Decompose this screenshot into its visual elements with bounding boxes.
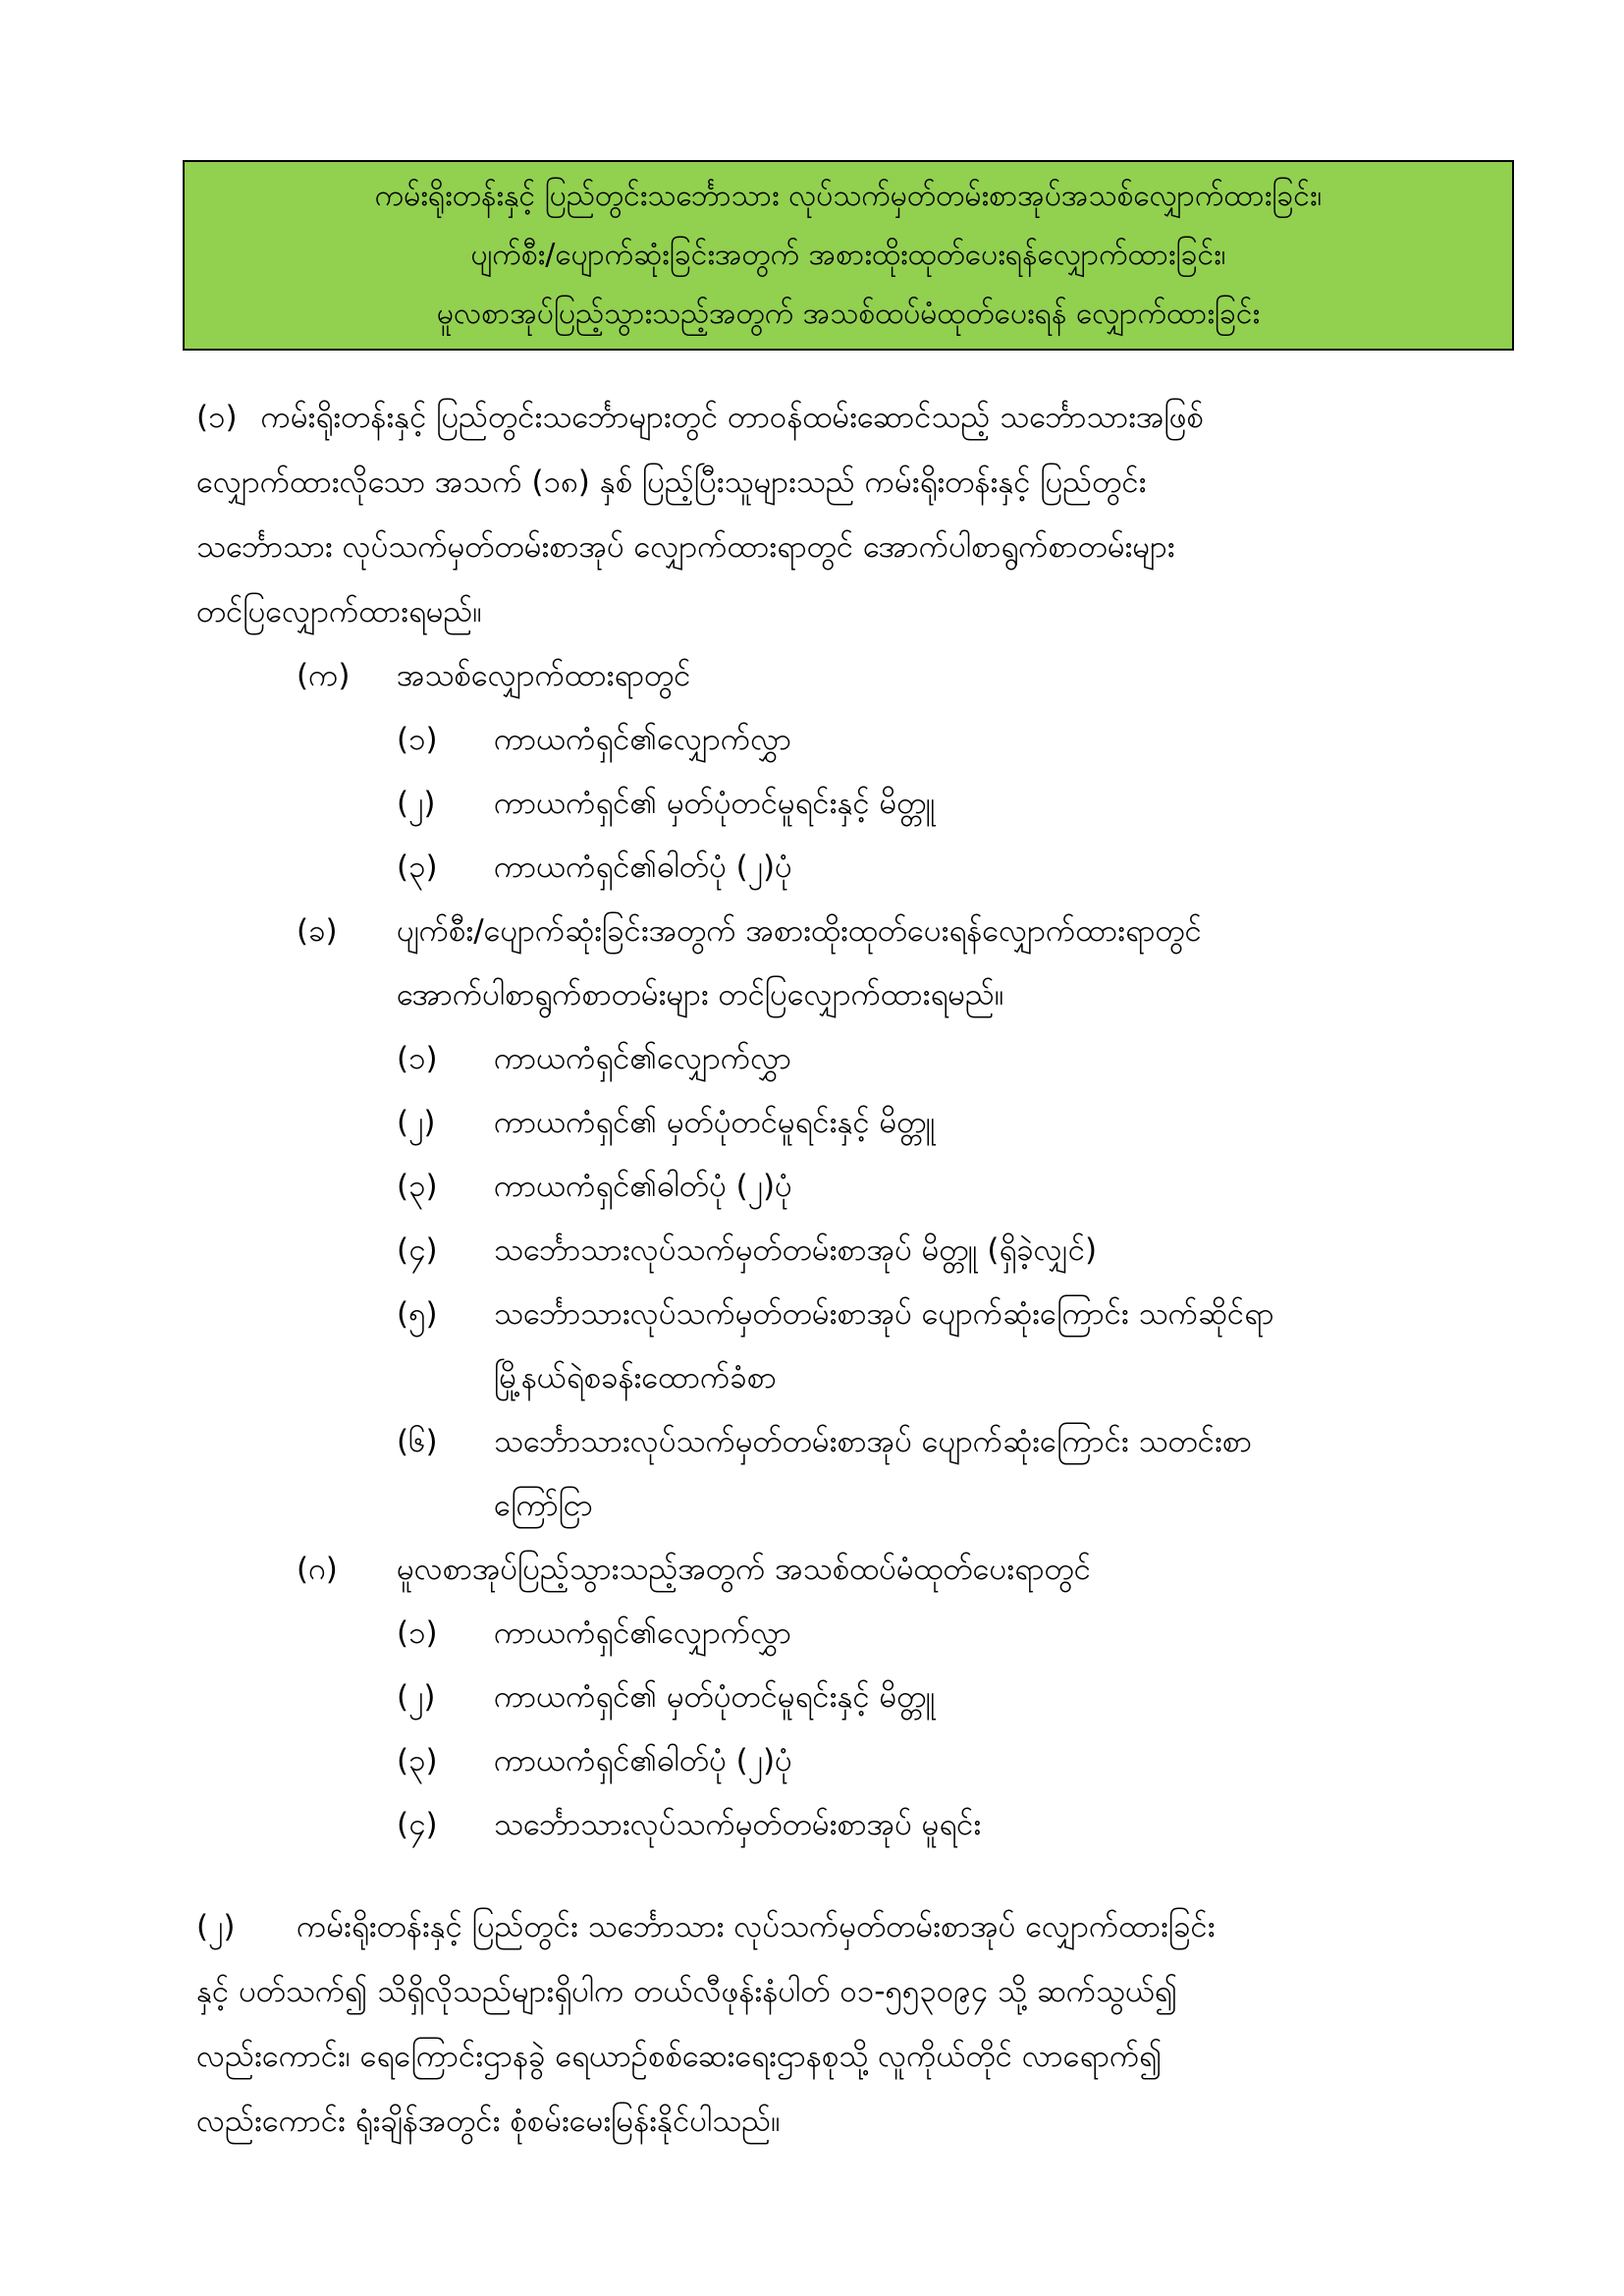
section-1-line-4: တင်ပြလျှောက်ထားရမည်။ bbox=[196, 594, 482, 629]
section-2-line-1: ကမ်းရိုးတန်းနှင့် ပြည်တွင်း သင်္ဘောသား လုပ်သက်မှတ်တမ်းစာအုပ် လျှောက်ထားခြင်း bbox=[297, 1909, 1216, 1944]
sub-ka-label: (က) bbox=[297, 658, 351, 693]
sub-ga-text: မူလစာအုပ်ပြည့်သွားသည့်အတွက် အသစ်ထပ်မံထုတ်ပေးရာတွင် bbox=[397, 1552, 1091, 1587]
sub-kha-item-6-text-1: သင်္ဘောသားလုပ်သက်မှတ်တမ်းစာအုပ် ပျောက်ဆုံးကြောင်း သတင်းစာ bbox=[494, 1424, 1253, 1459]
sub-kha-item-2-text: ကာယကံရှင်၏ မှတ်ပုံတင်မူရင်းနှင့် မိတ္တူ bbox=[494, 1105, 936, 1140]
sub-ka-item-1-number: (၁) bbox=[397, 722, 438, 757]
section-2-line-2: နှင့် ပတ်သက်၍ သိရှိလိုသည်များရှိပါက တယ်လီဖုန်းနံပါတ် ၀၁-၅၅၃၀၉၄ သို့ ဆက်သွယ်၍ bbox=[196, 1974, 1178, 2009]
sub-kha-text-2: အောက်ပါစာရွက်စာတမ်းများ တင်ပြလျှောက်ထားရမည်။ bbox=[397, 977, 1004, 1012]
title-line-1: ကမ်းရိုးတန်းနှင့် ပြည်တွင်းသင်္ဘောသား လုပ်သက်မှတ်တမ်းစာအုပ်အသစ်လျှောက်ထားခြင်း၊ bbox=[374, 179, 1323, 213]
sub-ga-item-1-text: ကာယကံရှင်၏လျှောက်လွှာ bbox=[494, 1615, 792, 1651]
sub-kha-item-4-text: သင်္ဘောသားလုပ်သက်မှတ်တမ်းစာအုပ် မိတ္တူ (ရှိခဲ့လျှင်) bbox=[494, 1232, 1098, 1268]
sub-kha-item-6-number: (၆) bbox=[397, 1424, 438, 1459]
sub-ga-item-3-number: (၃) bbox=[397, 1743, 438, 1778]
section-2-number: (၂) bbox=[196, 1909, 236, 1944]
section-1-line-3: သင်္ဘောသား လုပ်သက်မှတ်တမ်းစာအုပ် လျှောက်ထားရာတွင် အောက်ပါစာရွက်စာတမ်းများ bbox=[196, 529, 1175, 565]
sub-ka-item-2-number: (၂) bbox=[397, 786, 436, 821]
sub-ga-item-2-number: (၂) bbox=[397, 1679, 436, 1715]
sub-ka-text: အသစ်လျှောက်ထားရာတွင် bbox=[397, 658, 691, 693]
sub-ka-item-3-text: ကာယကံရှင်၏ဓါတ်ပုံ (၂)ပုံ bbox=[494, 849, 792, 885]
sub-ka-item-1-text: ကာယကံရှင်၏လျှောက်လွှာ bbox=[494, 722, 792, 757]
sub-kha-text-1: ပျက်စီး/ပျောက်ဆုံးခြင်းအတွက် အစားထိုးထုတ်ပေးရန်လျှောက်ထားရာတွင် bbox=[397, 913, 1202, 949]
sub-ga-item-2-text: ကာယကံရှင်၏ မှတ်ပုံတင်မူရင်းနှင့် မိတ္တူ bbox=[494, 1679, 936, 1715]
sub-kha-item-5-text-1: သင်္ဘောသားလုပ်သက်မှတ်တမ်းစာအုပ် ပျောက်ဆုံးကြောင်း သက်ဆိုင်ရာ bbox=[494, 1296, 1274, 1332]
sub-kha-item-3-number: (၃) bbox=[397, 1169, 438, 1204]
sub-kha-item-4-number: (၄) bbox=[397, 1232, 438, 1268]
sub-kha-item-3-text: ကာယကံရှင်၏ဓါတ်ပုံ (၂)ပုံ bbox=[494, 1169, 792, 1204]
sub-kha-item-6-text-2: ကြော်ငြာ bbox=[494, 1488, 593, 1523]
sub-kha-item-1-number: (၁) bbox=[397, 1041, 438, 1076]
title-banner bbox=[183, 160, 1514, 351]
sub-ga-item-4-number: (၄) bbox=[397, 1807, 438, 1842]
sub-kha-item-1-text: ကာယကံရှင်၏လျှောက်လွှာ bbox=[494, 1041, 792, 1076]
sub-ga-item-1-number: (၁) bbox=[397, 1615, 438, 1651]
section-2-line-4: လည်းကောင်း ရုံးချိန်အတွင်း စုံစမ်းမေးမြန်းနိုင်ပါသည်။ bbox=[196, 2104, 781, 2139]
section-1-line-2: လျှောက်ထားလိုသော အသက် (၁၈) နှစ် ပြည့်ပြီးသူများသည် ကမ်းရိုးတန်းနှင့် ပြည်တွင်း bbox=[196, 465, 1147, 500]
sub-kha-label: (ခ) bbox=[297, 913, 338, 949]
sub-kha-item-5-text-2: မြို့နယ်ရဲစခန်းထောက်ခံစာ bbox=[494, 1360, 777, 1395]
section-1-text-1: ကမ်းရိုးတန်းနှင့် ပြည်တွင်းသင်္ဘောများတွင် တာဝန်ထမ်းဆောင်သည့် သင်္ဘောသားအဖြစ် bbox=[260, 400, 1204, 435]
sub-kha-item-2-number: (၂) bbox=[397, 1105, 436, 1140]
sub-ga-item-3-text: ကာယကံရှင်၏ဓါတ်ပုံ (၂)ပုံ bbox=[494, 1743, 792, 1778]
section-2-line-3: လည်းကောင်း၊ ရေကြောင်းဌာနခွဲ ရေယာဉ်စစ်ဆေးရေးဌာနစုသို့ လူကိုယ်တိုင် လာရောက်၍ bbox=[196, 2039, 1163, 2074]
sub-ka-item-2-text: ကာယကံရှင်၏ မှတ်ပုံတင်မူရင်းနှင့် မိတ္တူ bbox=[494, 786, 936, 821]
sub-ka-item-3-number: (၃) bbox=[397, 849, 438, 885]
sub-ga-item-4-text: သင်္ဘောသားလုပ်သက်မှတ်တမ်းစာအုပ် မူရင်း bbox=[494, 1807, 982, 1842]
sub-ga-label: (ဂ) bbox=[297, 1552, 338, 1587]
title-line-3: မူလစာအုပ်ပြည့်သွားသည့်အတွက် အသစ်ထပ်မံထုတ်ပေးရန် လျှောက်ထားခြင်း bbox=[436, 297, 1261, 331]
sub-kha-item-5-number: (၅) bbox=[397, 1296, 438, 1332]
section-1-number: (၁) bbox=[196, 400, 238, 435]
title-line-2: ပျက်စီး/ပျောက်ဆုံးခြင်းအတွက် အစားထိုးထုတ်ပေးရန်လျှောက်ထားခြင်း၊ bbox=[470, 238, 1226, 272]
section-1-line-1 bbox=[196, 398, 1498, 443]
